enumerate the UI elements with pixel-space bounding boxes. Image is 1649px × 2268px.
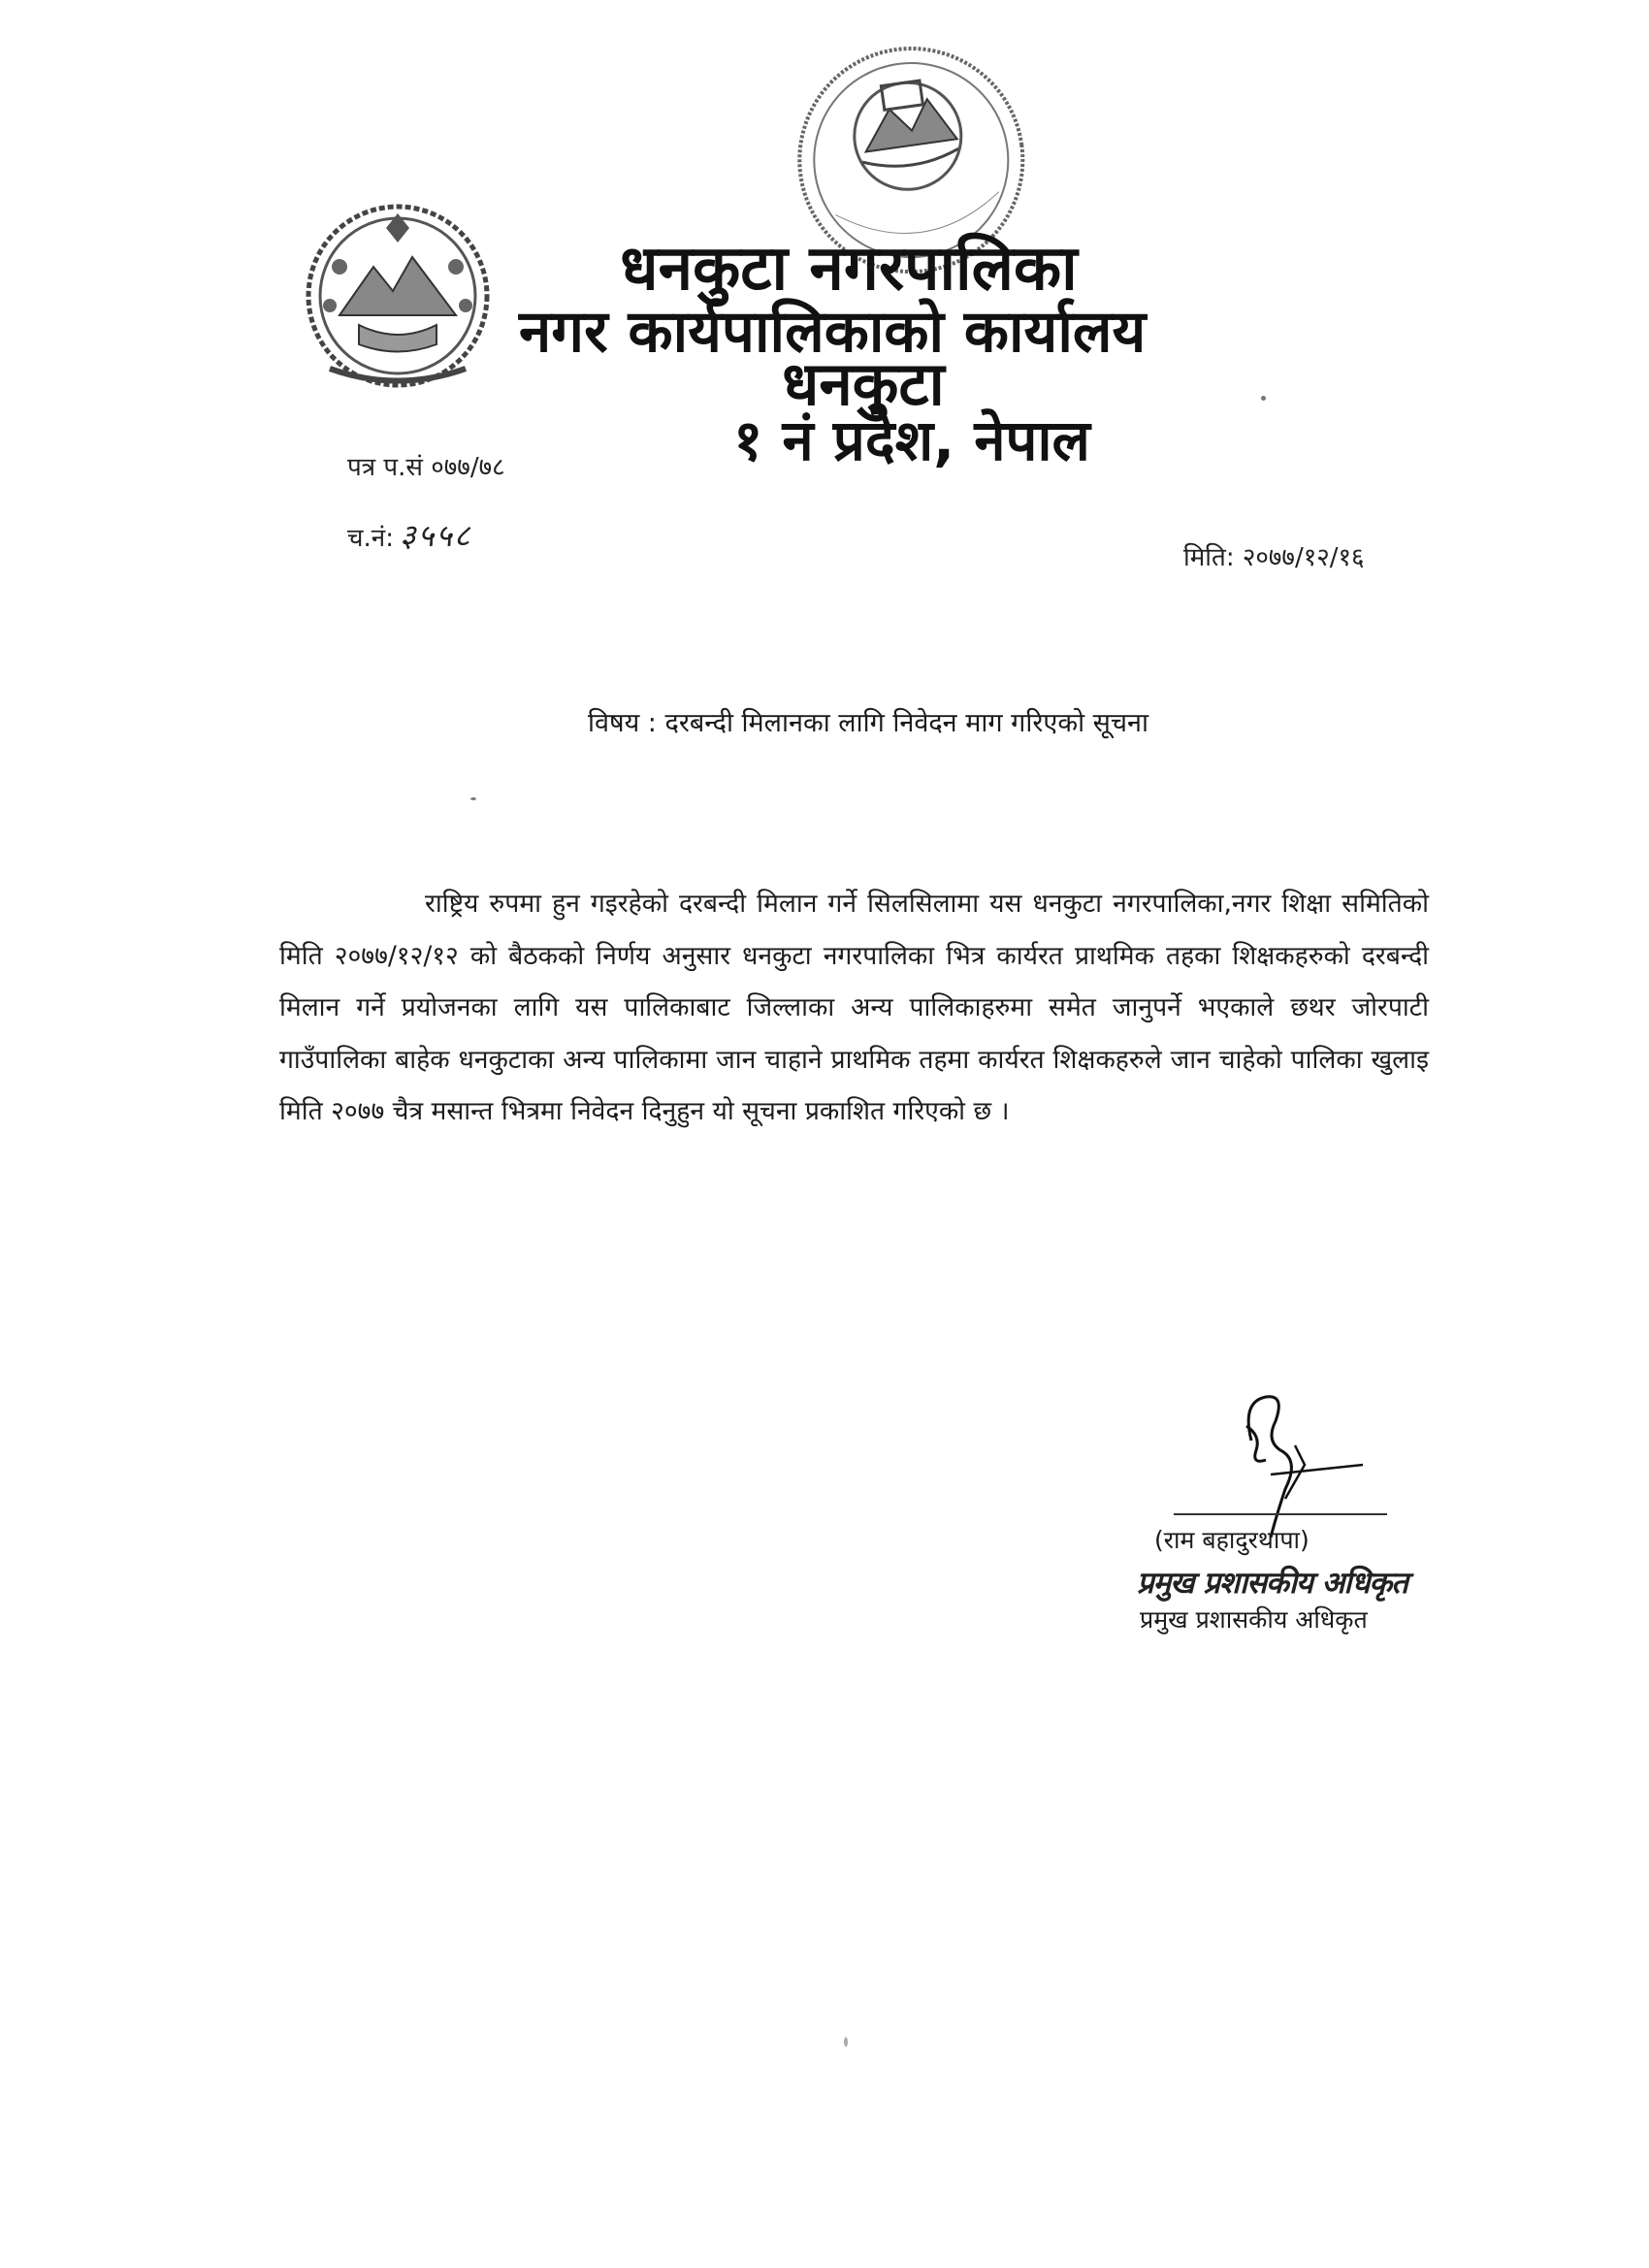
- scan-speck: [470, 797, 476, 800]
- signature-line: [1174, 1513, 1387, 1515]
- header-province: १ नं प्रदेश, नेपाल: [733, 407, 1090, 473]
- letter-reference-number: पत्र प.सं ०७७/७८: [347, 453, 505, 482]
- signatory-title: प्रमुख प्रशासकीय अधिकृत: [1140, 1605, 1368, 1634]
- header-municipality-name: धनकुटा नगरपालिका: [620, 233, 1078, 305]
- letter-date: मिति: २०७७/१२/१६: [1183, 543, 1365, 572]
- signatory-stamp: प्रमुख प्रशासकीय अधिकृत: [1137, 1566, 1407, 1601]
- scan-speck: [1261, 396, 1266, 401]
- header-district: धनकुटा: [782, 348, 945, 419]
- header-office-name: नगर कार्यपालिकाको कार्यालय: [519, 298, 1147, 366]
- subject-line: विषय : दरबन्दी मिलानका लागि निवेदन माग गरिएको सूचना: [587, 708, 1149, 738]
- signatory-name: (राम बहादुरथापा): [1154, 1526, 1310, 1554]
- notice-body: राष्ट्रिय रुपमा हुन गइरहेको दरबन्दी मिलान गर्ने सिलसिलामा यस धनकुटा नगरपालिका,नगर शिक्षा समितिको मिति २०७७/१२/१२ को बैठकको निर्णय अनुसार धनकुटा नगरपालिका भित्र कार्यरत प्राथमिक तहका शिक्षकहरुको दरबन्दी मिलान गर्ने प्रयोजनका लागि यस पालिकाबाट जिल्लाका अन्य पालिकाहरुमा समेत जानुपर्ने भएकाले छथर जोरपाटी गाउँपालिका बाहेक धनकुटाका अन्य पालिकामा जान चाहाने प्राथमिक तहमा कार्यरत शिक्षकहरुले जान चाहेको पालिका खुलाइ मिति २०७७ चैत्र मसान्त भित्रमा निवेदन दिनुहुन यो सूचना प्रकाशित गरिएको छ ।: [279, 889, 1429, 1126]
- dispatch-label: च.नं:: [347, 524, 394, 553]
- dispatch-number-value: ३५५८: [399, 517, 472, 554]
- dispatch-number: [347, 514, 472, 556]
- scan-speck: [844, 2037, 848, 2047]
